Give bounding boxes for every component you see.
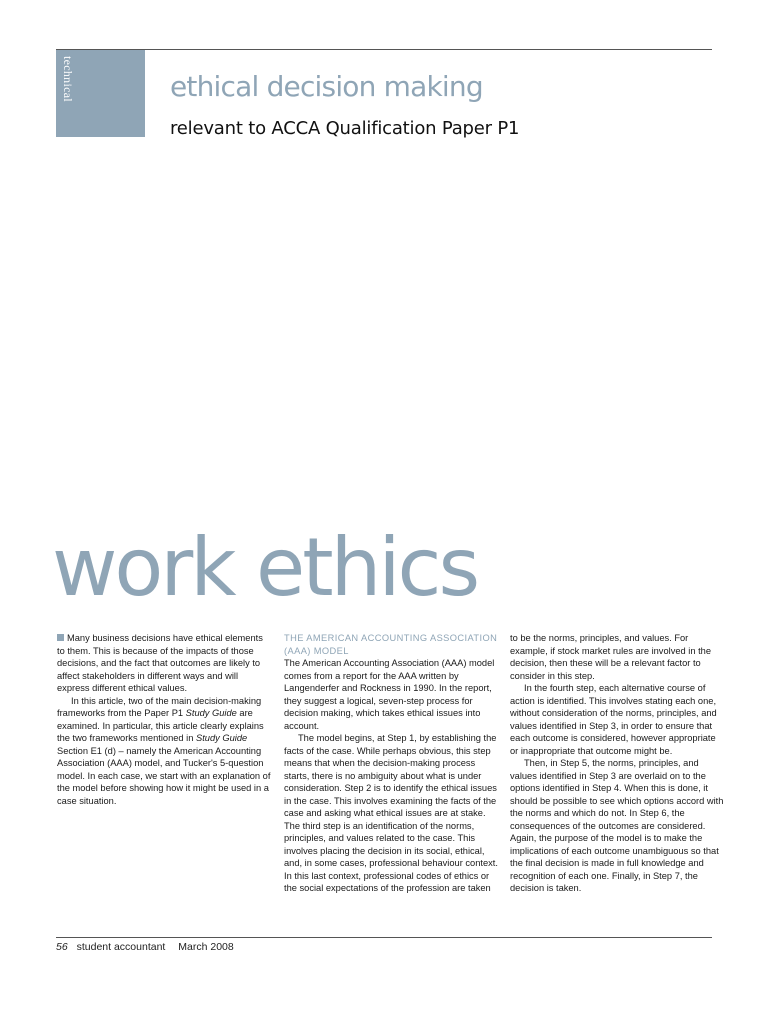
paragraph-text: are examined. In particular, this article clearly explains the two frameworks mentioned in [57,708,264,743]
article-category-title: ethical decision making [170,70,483,103]
paragraph: to be the norms, principles, and values. For example, if stock market rules are involved in the decision, then these will be a relevant factor to consider in this step. [510,633,712,681]
text-column-1 [57,632,272,807]
article-headline: work ethics [52,521,478,614]
issue-date: March 2008 [178,941,234,953]
paragraph-text: Many business decisions have ethical elements to them. This is because of the impacts of those decisions, and the fact that outcomes are likely to affect stakeholders in different ways and will express different ethical values. [57,633,263,693]
paragraph-text: Section E1 (d) – namely the American Accounting Association (AAA) model, and Tucker's 5-question model. In each case, we start with an explanation of the model before showing how it might be used in a case situation. [57,745,271,806]
page-footer [56,941,244,953]
text-column-3 [510,632,725,895]
square-bullet-icon [57,634,64,641]
paragraph: The model begins, at Step 1, by establishing the facts of the case. While perhaps obvious, this step means that when the decision-making process starts, there is no ambiguity about what is under consideration. Step 2 is to identify the ethical issues in the case. This involves examining the facts of the case and asking what ethical issues are at stake. The third step is an identification of the norms, principles, and values related to the case. This involves placing the decision in its social, ethical, and, in some cases, professional behaviour context. In this last context, professional codes of ethics or the social expectations of the profession are taken [284,733,498,893]
section-heading: THE AMERICAN ACCOUNTING ASSOCIATION (AAA) MODEL [284,633,498,656]
section-tab [56,50,145,137]
text-column-2 [284,632,499,895]
paragraph: Then, in Step 5, the norms, principles, and values identified in Step 3 are overlaid on to the options identified in Step 4. When this is done, it should be possible to see which options accord with the norms and which do not. In Step 6, the consequences of the outcomes are considered. Again, the purpose of the model is to make the implications of each outcome unambiguous so that the final decision is made in full knowledge and recognition of each one. Finally, in Step 7, the decision is taken. [510,758,724,893]
section-tab-label: technical [61,56,75,103]
article-subtitle: relevant to ACCA Qualification Paper P1 [170,118,520,139]
paragraph-text: In this article, two of the main decision-making frameworks from the Paper P1 [57,695,262,718]
italic-text: Study Guide [185,708,237,718]
top-rule [56,49,712,50]
bottom-rule [56,937,712,938]
italic-text: Study Guide [196,733,248,743]
publication-name: student accountant [76,941,166,953]
paragraph [57,695,272,808]
page-number: 56 [56,941,68,953]
paragraph [57,632,272,695]
paragraph: In the fourth step, each alternative course of action is identified. This involves stating each one, without consideration of the norms, principles, and values identified in Step 3, in order to ensure that each outcome is considered, however appropriate or inappropriate that outcome might be. [510,683,717,756]
paragraph: The American Accounting Association (AAA) model comes from a report for the AAA written by Langenderfer and Rockness in 1990. In the report, they suggest a logical, seven-step process for decision making, which takes ethical issues into account. [284,658,495,731]
